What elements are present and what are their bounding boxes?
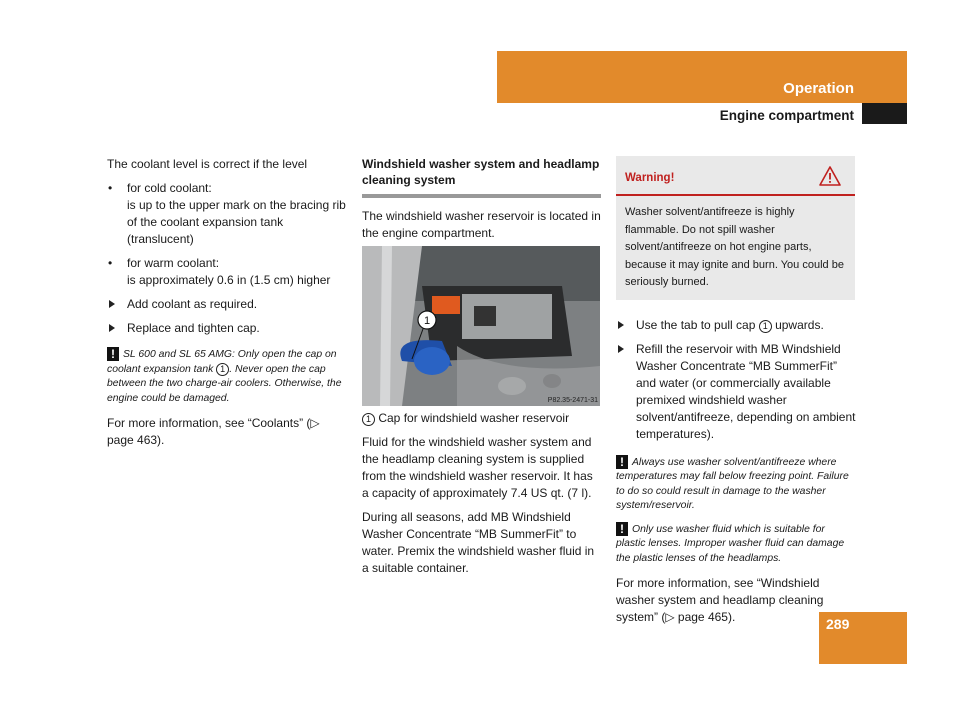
bullet-body: is up to the upper mark on the bracing rib of the coolant expansion tank (translucent): [127, 198, 346, 246]
caution-note: [107, 347, 347, 406]
note-text: . Never open the cap between the two charge-air coolers. Otherwise, the engine could be damaged.: [107, 363, 342, 404]
column-right: [616, 156, 856, 626]
note-text: Only use washer fluid which is suitable for plastic lenses. Improper washer fluid can damage the plastic lenses of the headlamps.: [616, 523, 845, 564]
warning-triangle-icon: [819, 166, 841, 186]
step-item: [107, 320, 347, 337]
image-code: P82.35-2471-31: [547, 397, 598, 404]
step-arrow-icon: [109, 324, 115, 332]
step-item: [107, 296, 347, 313]
photo-caption: [362, 410, 602, 427]
bullet-body: is approximately 0.6 in (1.5 cm) higher: [127, 273, 331, 287]
callout-1-icon: 1: [216, 363, 229, 376]
step-arrow-icon: [618, 345, 624, 353]
column-middle: [362, 156, 602, 577]
bullet-head: for cold coolant:: [127, 181, 212, 195]
warning-text: Washer solvent/antifreeze is highly flammable. Do not spill washer solvent/antifreeze on hot engine parts, because it may ignite and burn. You could be seriously burned.: [625, 206, 844, 288]
step-text: Use the tab to pull cap: [636, 317, 759, 332]
warning-label: Warning!: [625, 172, 675, 184]
list-item: [107, 255, 347, 289]
step-text: Refill the reservoir with MB Windshield Washer Concentrate “MB SummerFit” and water (or commercially available premixed windshield washer solvent/antifreeze, depending on ambient temperatures).: [636, 341, 856, 441]
more-info-text[interactable]: page 463).: [107, 433, 165, 447]
caution-note: [616, 522, 856, 567]
section-title: Operation: [783, 80, 854, 97]
step-text: Add coolant as required.: [127, 297, 258, 311]
page-ref-icon: ▷: [310, 416, 320, 430]
exclamation-icon: !: [107, 347, 119, 361]
note-text: SL 600 and SL 65 AMG: Only open the cap on coolant expansion tank: [107, 349, 337, 375]
more-info: [107, 415, 347, 449]
exclamation-icon: !: [616, 522, 628, 536]
bullet-head: for warm coolant:: [127, 256, 220, 270]
bullet-mark: •: [108, 181, 113, 195]
step-text: Replace and tighten cap.: [127, 321, 260, 335]
reservoir-location: The windshield washer reservoir is located in the engine compartment.: [362, 209, 601, 240]
caption-text: Cap for windshield washer reservoir: [378, 411, 570, 425]
caution-note: [616, 455, 856, 514]
step-text: upwards.: [771, 317, 824, 332]
step-item: [616, 341, 856, 443]
subsection-title: Engine compartment: [719, 108, 854, 123]
warning-header: [616, 156, 855, 196]
season-advice: During all seasons, add MB Windshield Washer Concentrate “MB SummerFit” to water. Premix the windshield washer fluid in a suitable container.: [362, 510, 595, 575]
section-heading: Windshield washer system and headlamp cleaning system: [362, 156, 601, 198]
engine-compartment-photo: [362, 246, 600, 406]
page-ref-icon: ▷: [665, 610, 675, 624]
coolant-intro: The coolant level is correct if the level: [107, 157, 308, 171]
callout-1-icon: 1: [759, 320, 772, 333]
list-item: [107, 180, 347, 248]
warning-box: [616, 156, 855, 300]
exclamation-icon: !: [616, 455, 628, 469]
more-info-text[interactable]: page 465).: [674, 610, 736, 624]
step-item: [616, 317, 856, 334]
bullet-mark: •: [108, 256, 113, 270]
header-marker: [862, 103, 907, 124]
more-info-text: For more information, see “Windshield washer system and headlamp cleaning system” (: [616, 576, 824, 624]
more-info-text: For more information, see “Coolants” (: [107, 416, 311, 430]
page-number: 289: [826, 616, 850, 632]
column-left: [107, 156, 347, 449]
note-text: Always use washer solvent/antifreeze where temperatures may fall below freezing point. Failure to do so could result in damage to the washer system/reservoir.: [616, 456, 849, 511]
step-arrow-icon: [618, 321, 624, 329]
callout-1-icon: 1: [362, 413, 375, 426]
fluid-supply: Fluid for the windshield washer system and the headlamp cleaning system is supplied from the windshield washer reservoir. It has a capacity of approximately 7.4 US qt. (7 l).: [362, 435, 593, 500]
photo-callout-1: 1: [423, 315, 431, 327]
step-arrow-icon: [109, 300, 115, 308]
